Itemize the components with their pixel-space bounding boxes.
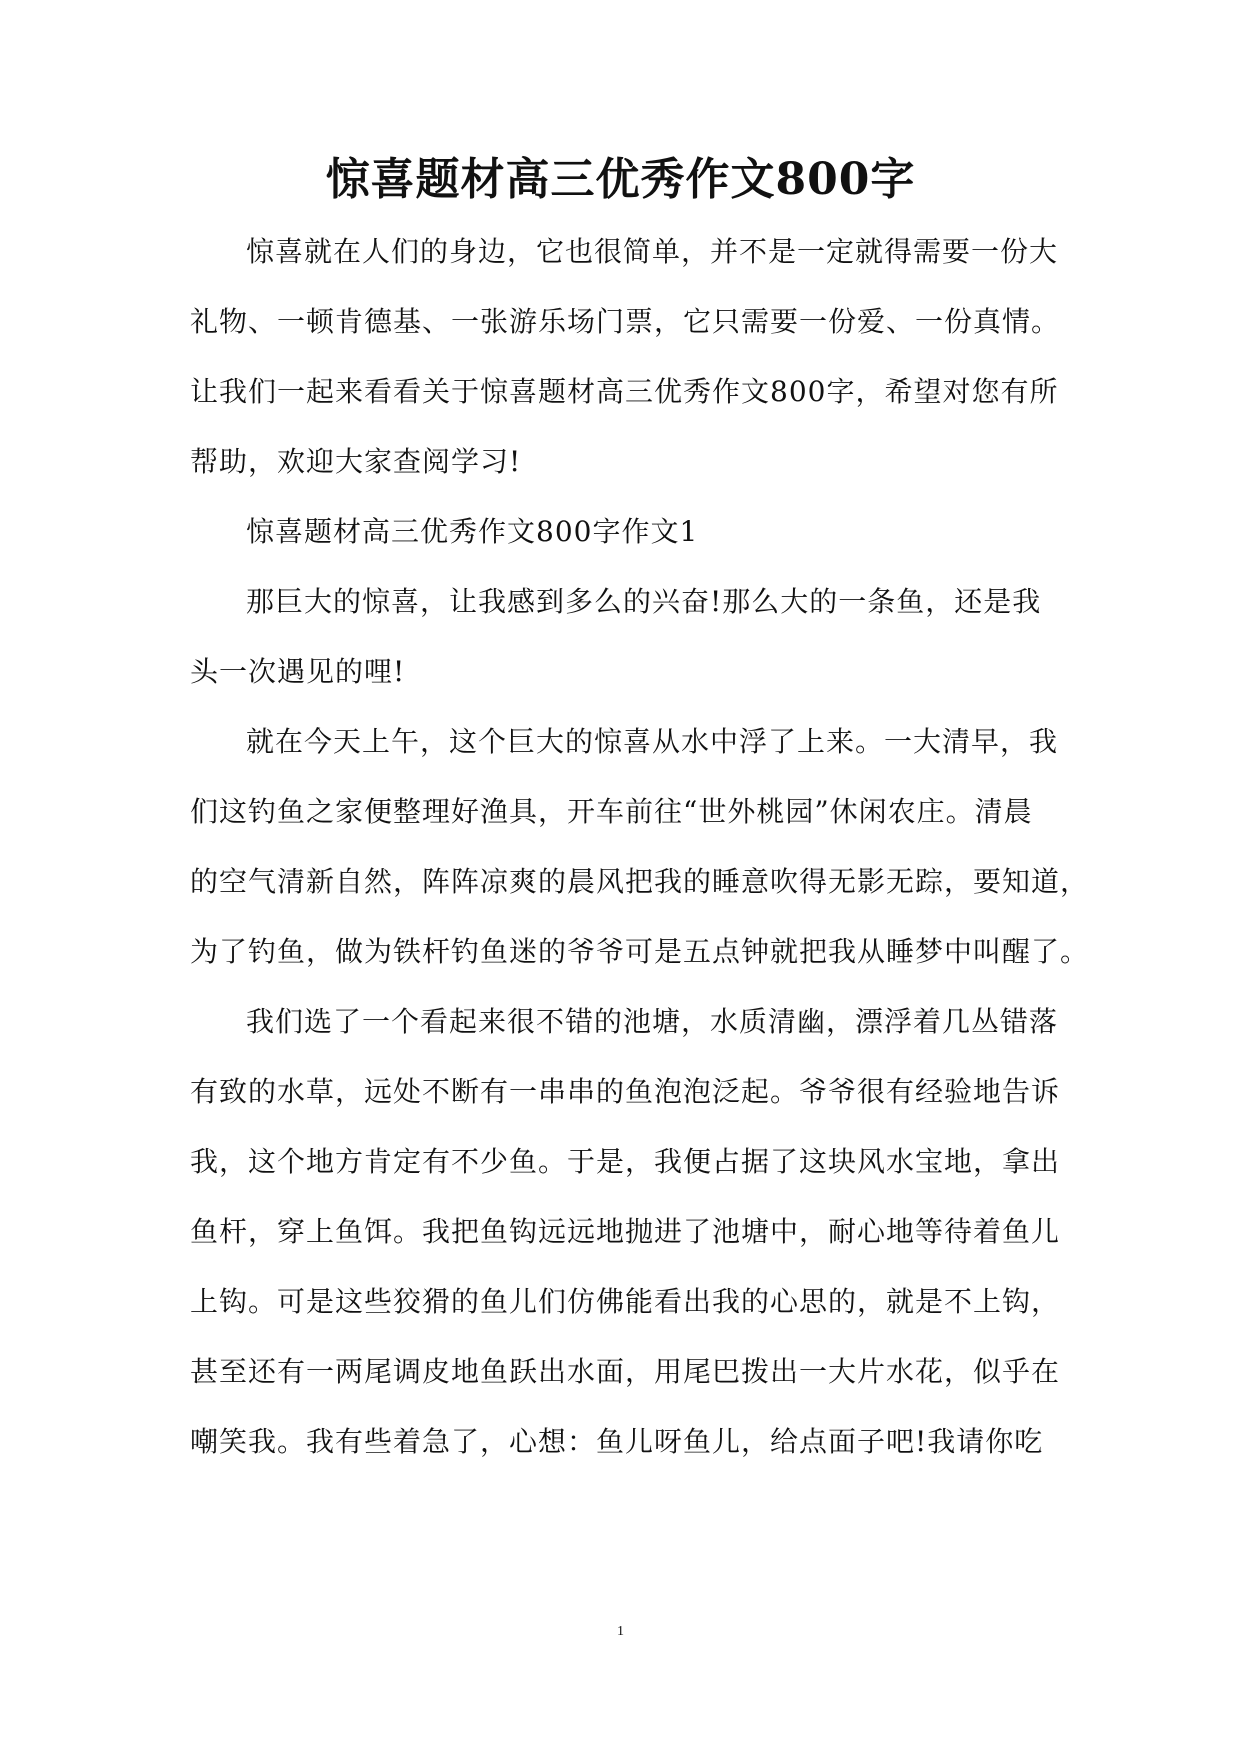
document-title: 惊喜题材高三优秀作文800字: [325, 154, 916, 205]
text-line: 鱼杆，穿上鱼饵。我把鱼钩远远地抛进了池塘中，耐心地等待着鱼儿: [190, 1215, 1061, 1248]
page-number: 1: [617, 1624, 624, 1639]
text-line: 的空气清新自然，阵阵凉爽的晨风把我的睡意吹得无影无踪，要知道，: [190, 865, 1090, 898]
text-line: 我，这个地方肯定有不少鱼。于是，我便占据了这块风水宝地，拿出: [190, 1145, 1061, 1178]
text-line: 我们选了一个看起来很不错的池塘，水质清幽，漂浮着几丛错落: [246, 1005, 1059, 1038]
text-line: 上钩。可是这些狡猾的鱼儿们仿佛能看出我的心思的，就是不上钩，: [190, 1285, 1061, 1318]
text-line: 惊喜就在人们的身边，它也很简单，并不是一定就得需要一份大: [246, 235, 1059, 268]
text-line: 们这钓鱼之家便整理好渔具，开车前往“世外桃园”休闲农庄。清晨: [190, 795, 1033, 828]
text-line: 礼物、一顿肯德基、一张游乐场门票，它只需要一份爱、一份真情。: [190, 305, 1061, 338]
text-line: 嘲笑我。我有些着急了，心想：鱼儿呀鱼儿，给点面子吧!我请你吃: [190, 1425, 1044, 1458]
text-line: 帮助，欢迎大家查阅学习!: [190, 445, 522, 478]
section-heading: 惊喜题材高三优秀作文800字作文1: [246, 515, 699, 548]
text-line: 那巨大的惊喜，让我感到多么的兴奋!那么大的一条鱼，还是我: [246, 585, 1042, 618]
text-line: 就在今天上午，这个巨大的惊喜从水中浮了上来。一大清早，我: [246, 725, 1059, 758]
text-line: 头一次遇见的哩!: [190, 655, 406, 688]
text-line: 甚至还有一两尾调皮地鱼跃出水面，用尾巴拨出一大片水花，似乎在: [190, 1355, 1061, 1388]
text-line: 有致的水草，远处不断有一串串的鱼泡泡泛起。爷爷很有经验地告诉: [190, 1075, 1061, 1108]
text-line: 为了钓鱼，做为铁杆钓鱼迷的爷爷可是五点钟就把我从睡梦中叫醒了。: [190, 935, 1090, 968]
text-line: 让我们一起来看看关于惊喜题材高三优秀作文800字，希望对您有所: [190, 375, 1059, 408]
